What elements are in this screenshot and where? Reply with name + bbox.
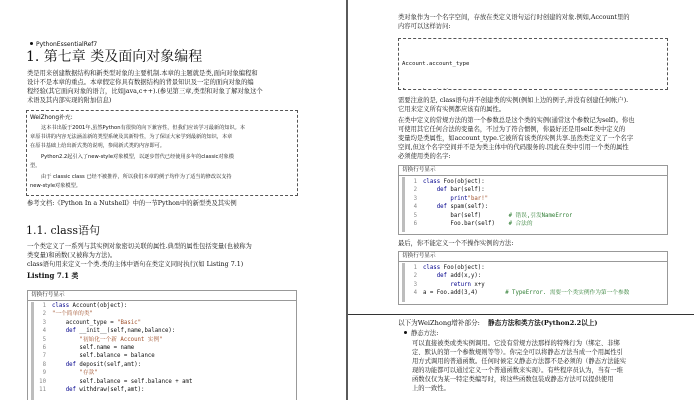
right-page (348, 0, 694, 400)
p2-line-2: 它用来定义所有实例都应该有的属性。 (398, 106, 506, 113)
line-number: 6 (42, 345, 46, 352)
code-token: "bar!" (467, 195, 489, 202)
code-line (36, 310, 192, 318)
line-number: 4 (42, 328, 46, 335)
code-token: # 错误,引发NameError (508, 212, 573, 219)
sm-line-1: 可以直接被类或类实例调用。它没有常规方法那样的特殊行为（绑定、非绑 (412, 340, 620, 347)
code-line (407, 178, 572, 186)
code-token: # 合法的 (508, 221, 533, 228)
code-token: x+y (470, 281, 485, 288)
left-page (0, 0, 346, 400)
code-token: Account(object): (69, 303, 128, 309)
sm-line-2: 定、默认的第一个参数规则等等）。你完全可以将静态方法当成一个用属性引 (412, 349, 623, 356)
code-token: def (423, 273, 447, 280)
line-number: 3 (42, 319, 46, 326)
code-token: "Basic" (117, 319, 142, 326)
bullet-text: PythonEssentialRef7 (36, 41, 98, 48)
supplement-title: 静态方法和类方法(Python2.2以上) (488, 319, 598, 327)
note-line-1: 这本书出版于2001年,虽然Python有很快的向下兼容性，但我们应该学习最新的知识。本 (41, 125, 246, 131)
code-token: bar(self): (446, 187, 485, 194)
supplement-prefix: 以下为WeiZhong增补部分: (398, 319, 480, 327)
code-line (36, 361, 192, 369)
code-gutter-bar (402, 177, 405, 232)
bullet-dot-icon (30, 42, 33, 45)
code-token: spam(self): (446, 204, 489, 211)
section-title: 1.1. class语句 (26, 224, 101, 237)
code-token: account_type = (52, 319, 118, 326)
code-token: self.balance = balance (52, 353, 155, 360)
code-token: "一个简单的类" (52, 311, 93, 318)
code-line (407, 289, 629, 297)
attr-init (402, 87, 469, 90)
intro-line-1: 类是用来创建数据结构和新类型对象的主要机制.本章的主题就是类,面向对象编程和 (27, 70, 258, 77)
code-token: "初始化一个新 Account 实例" (52, 336, 163, 343)
note-line-2: 章原书讲的内容无法涵盖新的类型系统及其新特性，为了保证大家学到最新的知识，本章 (30, 134, 233, 140)
line-number: 7 (42, 353, 46, 360)
static-method-title: 静态方法: (411, 330, 439, 337)
listing-label: Listing 7.1 类 (27, 271, 79, 280)
code-line (407, 264, 629, 272)
note-line-7: new-style对象模型。 (30, 183, 81, 189)
code-token: self.balance = self.balance + amt (52, 378, 193, 385)
section-line-1: 一个类定义了一系列与其实例对象密切关联的属性.典型的属性包括变量(也被称为 (27, 243, 252, 250)
code-token: return (423, 281, 471, 288)
line-number: 5 (42, 336, 46, 343)
line-number: 2 (42, 311, 46, 318)
code-line (407, 195, 572, 203)
code-listing-3 (398, 251, 668, 305)
code-body (407, 178, 572, 228)
code-token: bar(self) (423, 212, 509, 219)
p4-line: 最后，你不能定义一个不操作实例的方法: (398, 240, 514, 247)
note-line-5: 型。 (30, 163, 41, 169)
code-token: class (52, 303, 70, 309)
code-gutter-bar (402, 263, 405, 302)
code-line (36, 344, 192, 352)
code-token: __init__(self,name,balance): (75, 328, 176, 335)
toggle-line-numbers-link[interactable]: 切换行号显示 (28, 291, 296, 301)
code-listing-2 (398, 165, 668, 235)
line-number: 3 (413, 281, 417, 288)
code-listing-7-1 (27, 290, 297, 400)
code-line (36, 302, 192, 310)
line-number: 1 (413, 179, 417, 185)
note-line-4: Python2.2起引入了new-style对象模型，以逐步替代已经使用多年的classic对象模 (41, 154, 234, 160)
code-token: Foo(object): (440, 179, 485, 185)
line-number: 4 (413, 290, 417, 297)
line-number: 9 (42, 370, 46, 377)
sm-line-4: 现的功能都可以通过定义一个普通函数来实现）。有些程序员认为，当有一堆 (412, 367, 623, 374)
static-method-item (404, 329, 438, 338)
note-line-3: 在原书基础上给出新式类的说明，参阅新式类的内容即可。 (30, 143, 165, 149)
intro-line-3: 程经验(其它面向对象的语言，比如java,c++).(参见第三章,类型和对象了解对象这个 (27, 88, 263, 95)
p3-line-4: 空间,但这个名字空间并不是为类主体中的代码服务的.因此在类中引用一个类的属性 (398, 144, 629, 151)
line-number: 6 (413, 221, 417, 228)
line-number: 8 (42, 361, 46, 368)
code-line (407, 203, 572, 211)
attribute-box (398, 38, 668, 90)
code-line (36, 319, 192, 327)
code-token (488, 196, 491, 202)
line-number: 5 (413, 212, 417, 219)
code-gutter-bar (31, 302, 34, 400)
p3-line-1: 在类中定义的常规方法的第一个参数总是这个类的实例(通常这个参数记为self)。你也 (398, 117, 635, 124)
note-box (26, 110, 298, 196)
code-line (36, 386, 192, 394)
line-number: 1 (42, 303, 46, 309)
p3-line-5: 必须使用类的名字: (398, 153, 451, 160)
code-token: def (423, 187, 447, 194)
code-body (36, 302, 192, 394)
code-token: def (52, 387, 76, 394)
toggle-line-numbers-link[interactable]: 切换行号显示 (399, 252, 667, 262)
code-line (36, 327, 192, 335)
line-number: 10 (39, 378, 46, 385)
p3-line-2: 可使用其它任何合法的变量名，不过为了符合惯例，你最好还是用self.类中定义的 (398, 126, 626, 133)
code-line (36, 336, 192, 344)
code-token: class (423, 179, 441, 185)
code-token: a = Foo.add(3,4) (423, 290, 506, 297)
toggle-line-numbers-link[interactable]: 切换行号显示 (399, 166, 667, 176)
attr-account-type: Account.account_type (402, 60, 470, 67)
p2-line-1: 需要注意的是, class语句并不创建类的实例(例如上边的例子,并没有创建任何帐户). (398, 97, 629, 104)
code-line (407, 186, 572, 194)
line-number: 2 (413, 273, 417, 280)
code-line (36, 369, 192, 377)
code-token: "存款" (52, 370, 98, 377)
code-token: Foo.bar(self) (423, 221, 509, 228)
p3-line-3: 变量均是类属性，如account_type.它被所有该类的实例共享.虽然类定义了一个名字 (398, 135, 634, 142)
code-token: add(x,y): (446, 273, 482, 280)
sm-line-5: 函数仅仅为某一特定类编写时，将这些函数包装成静态方法可以提供使用 (412, 376, 614, 383)
line-number: 11 (39, 387, 46, 394)
p1-line-2: 内容可以这样访问: (398, 23, 451, 30)
sm-line-6: 上的一致性。 (412, 385, 450, 392)
code-token: def (52, 328, 76, 335)
code-line (36, 378, 192, 386)
p1-line-1: 类对象作为一个名字空间，存放在类定义语句运行时创建的对象.例如,Account里的 (398, 14, 630, 21)
code-line (407, 220, 572, 228)
code-body (407, 264, 629, 298)
section-line-2: 类变量)和函数(又被称为方法)。 (27, 252, 117, 259)
line-number: 4 (413, 204, 417, 211)
code-token: withdraw(self,amt): (75, 387, 145, 394)
code-token: deposit(self,amt): (75, 361, 142, 368)
code-line (407, 281, 629, 289)
reference-line: 参考文档:《Python In a Nutshell》中的一节Python中的新型类及其实例 (27, 200, 237, 207)
code-token: print (423, 195, 468, 202)
sm-line-3: 用方式调用的普通函数。任何时候定义静态方法都不是必须的（静态方法能实 (412, 358, 627, 365)
attribute-list (402, 41, 469, 90)
intro-line-2: 设计不是本章的重点。本章假定你具有数据结构的背景知识及一定的面向对象的编 (27, 79, 254, 86)
chapter-title: 1. 第七章 类及面向对象编程 (26, 49, 203, 65)
section-line-3: class语句用来定义一个类.类的主体中语句在类定义同时执行(如 Listing 7.1) (27, 261, 244, 268)
code-token: def (423, 204, 447, 211)
intro-line-4: 术语及其内部实现的附加信息) (27, 97, 112, 104)
line-number: 1 (413, 265, 417, 271)
code-line (407, 272, 629, 280)
supplement-heading (398, 319, 598, 328)
note-line-6: 由于 classic class 已经不被推荐，所以我们本章的例子均作为了适当的修改以支持 (41, 174, 232, 180)
section-divider (348, 314, 694, 315)
code-token: # TypeError. 需要一个类实例作为第一个参数 (505, 290, 630, 297)
code-line (36, 352, 192, 360)
code-line (407, 212, 572, 220)
code-token: Foo(object): (440, 265, 485, 271)
line-number: 2 (413, 187, 417, 194)
line-number: 3 (413, 195, 417, 202)
bullet-dot-icon (404, 331, 407, 334)
code-token: self.name = name (52, 345, 135, 352)
code-token: class (423, 265, 441, 271)
code-token: def (52, 361, 76, 368)
note-title: WeiZhong补充: (30, 115, 73, 121)
